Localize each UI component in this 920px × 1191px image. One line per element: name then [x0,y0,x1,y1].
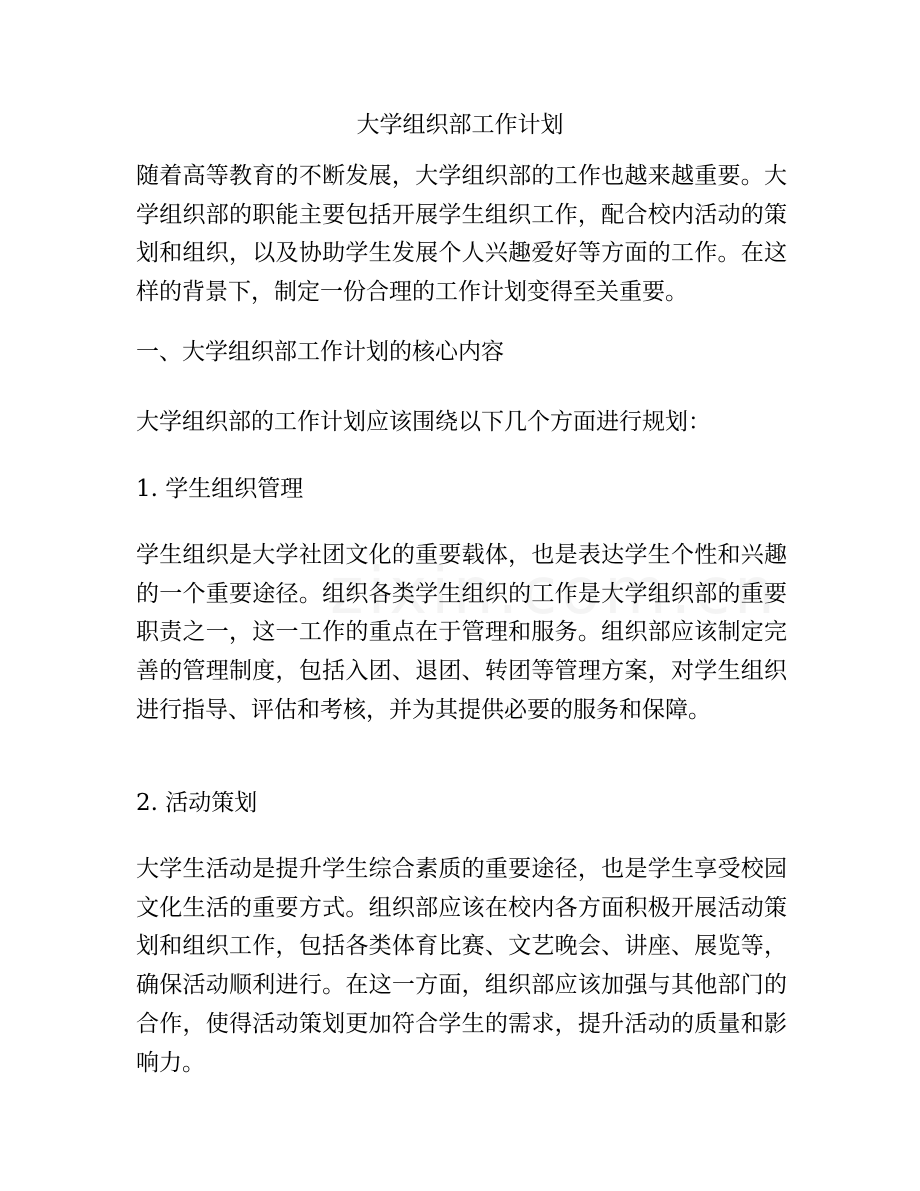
section-lead-paragraph: 大学组织部的工作计划应该围绕以下几个方面进行规划： [136,409,711,435]
item-1-heading: 1. 学生组织管理 [136,476,304,502]
document-title: 大学组织部工作计划 [356,112,564,138]
section-heading: 一、大学组织部工作计划的核心内容 [136,339,504,365]
item-1-paragraph: 学生组织是大学社团文化的重要载体，也是表达学生个性和兴趣的一个重要途径。组织各类学生组织的工作是大学组织部的重要职责之一，这一工作的重点在于管理和服务。组织部应该制定完善的管理制度，包括入团、退团、转团等管理方案，对学生组织进行指导、评估和考核，并为其提供必要的服务和保障。 [136,542,787,723]
item-2-paragraph: 大学生活动是提升学生综合素质的重要途径，也是学生享受校园文化生活的重要方式。组织部应该在校内各方面积极开展活动策划和组织工作，包括各类体育比赛、文艺晚会、讲座、展览等，确保活动顺利进行。在这一方面，组织部应该加强与其他部门的合作，使得活动策划更加符合学生的需求，提升活动的质量和影响力。 [136,856,787,1076]
intro-paragraph: 随着高等教育的不断发展，大学组织部的工作也越来越重要。大学组织部的职能主要包括开展学生组织工作，配合校内活动的策划和组织，以及协助学生发展个人兴趣爱好等方面的工作。在这样的背景下，制定一份合理的工作计划变得至关重要。 [136,163,787,306]
item-2-heading: 2. 活动策划 [136,790,258,816]
